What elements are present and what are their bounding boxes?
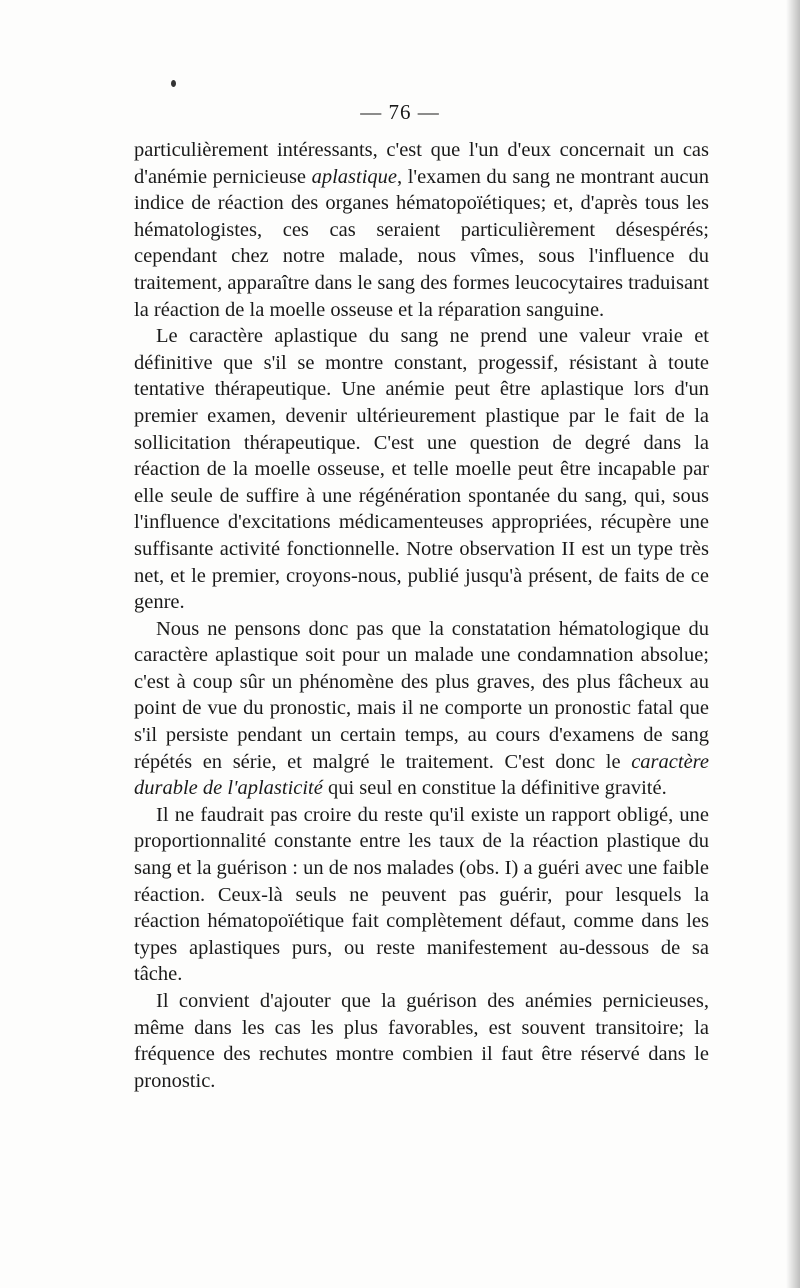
paragraph: Nous ne pensons donc pas que la constatation hématologique du caractère aplastique soit pour un malade une condamnation absolue; c'est à coup sûr un phénomène des plus graves, des plus fâcheux au point de vue du pronostic, mais il ne comporte un pronostic fatal que s'il persiste pendant un certain temps, au cours d'examens de sang répétés en série, et malgré le traitement. C'est donc le caractère durable de l'aplasticité qui seul en constitue la définitive gravité. [134, 617, 709, 800]
body-text [134, 137, 709, 1094]
paragraph: particulièrement intéressants, c'est que l'un d'eux concernait un cas d'anémie pernicieuse aplastique, l'examen du sang ne montrant aucun indice de réaction des organes hématopoïétiques; et, d'après tous les hématologistes, ces cas seraient particulièrement désespérés; cependant chez notre malade, nous vîmes, sous l'influence du traitement, apparaître dans le sang des formes leucocytaires traduisant la réaction de la moelle osseuse et la réparation sanguine. [134, 139, 709, 321]
paragraph: Le caractère aplastique du sang ne prend une valeur vraie et définitive que s'il se montre constant, progessif, résistant à toute tentative thérapeutique. Une anémie peut être aplastique lors d'un premier examen, devenir ultérieurement plastique par le fait de la sollicitation thérapeutique. C'est une question de degré dans la réaction de la moelle osseuse, et telle moelle peut être incapable par elle seule de suffire à une régénération spontanée du sang, qui, sous l'influence d'excitations médicamenteuses appropriées, récupère une suffisante activité fonctionnelle. Notre observation II est un type très net, et le premier, croyons-nous, publié jusqu'à présent, de faits de ce genre. [134, 325, 709, 614]
page-edge-shadow [786, 0, 800, 1288]
paragraph: Il ne faudrait pas croire du reste qu'il existe un rapport obligé, une proportionnalité constante entre les taux de la réaction plastique du sang et la guérison : un de nos malades (obs. I) a guéri avec une faible réaction. Ceux-là seuls ne peuvent pas guérir, pour lesquels la réaction hématopoïétique fait complètement défaut, comme dans les types aplastiques purs, ou reste manifestement au-dessous de sa tâche. [134, 803, 709, 986]
paragraph: Il convient d'ajouter que la guérison des anémies pernicieuses, même dans les cas les plus favorables, est souvent transitoire; la fréquence des rechutes montre combien il faut être réservé dans le pronostic. [134, 990, 709, 1092]
page-number: — 76 — [360, 100, 440, 124]
ink-spot [171, 80, 176, 87]
